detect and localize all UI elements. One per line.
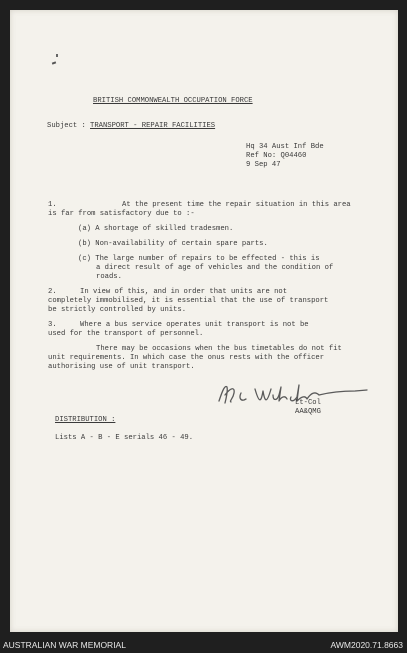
para-1-line: is far from satisfactory due to :- xyxy=(48,210,195,218)
para-4-line: authorising use of unit transport. xyxy=(48,363,195,371)
paper-mark xyxy=(56,54,58,57)
para-4-line: There may be occasions when the bus timetables do not fit xyxy=(96,345,342,353)
signatory-appointment: AA&QMG xyxy=(295,408,321,416)
para-3-number: 3. xyxy=(48,321,57,329)
hq-line: Hq 34 Aust Inf Bde xyxy=(246,143,324,151)
para-3-line: Where a bus service operates unit transport is not be xyxy=(80,321,309,329)
distribution-label: DISTRIBUTION : xyxy=(55,416,116,424)
subject-label: Subject : xyxy=(47,122,86,130)
ref-line: Ref No: Q04460 xyxy=(246,152,307,160)
para-3-line: used for the transport of personnel. xyxy=(48,330,204,338)
footer-bar xyxy=(0,637,407,653)
paper-mark xyxy=(52,61,56,64)
date-line: 9 Sep 47 xyxy=(246,161,281,169)
signatory-rank: Lt-Col xyxy=(295,399,321,407)
para-2-line: In view of this, and in order that units are not xyxy=(80,288,288,296)
para-2-line: be strictly controlled by units. xyxy=(48,306,187,314)
para-4-line: unit requirements. In which case the onus rests with the officer xyxy=(48,354,325,362)
distribution-text: Lists A - B - E serials 46 - 49. xyxy=(55,434,194,442)
subject-title: TRANSPORT - REPAIR FACILITIES xyxy=(90,122,216,130)
para-2-line: completely immobilised, it is essential that the use of transport xyxy=(48,297,329,305)
document-page xyxy=(10,10,398,632)
para-2-number: 2. xyxy=(48,288,57,296)
item-c: a direct result of age of vehicles and the condition of xyxy=(96,264,334,272)
item-c: roads. xyxy=(96,273,122,281)
footer-institution: AUSTRALIAN WAR MEMORIAL xyxy=(3,640,126,650)
footer-accession-number: AWM2020.71.8663 xyxy=(330,640,403,650)
item-a: (a) A shortage of skilled tradesmen. xyxy=(78,225,234,233)
item-b: (b) Non-availability of certain spare parts. xyxy=(78,240,268,248)
item-c: (c) The large number of repairs to be effected - this is xyxy=(78,255,320,263)
para-1-line: At the present time the repair situation in this area xyxy=(122,201,351,209)
para-1-number: 1. xyxy=(48,201,57,209)
document-heading: BRITISH COMMONWEALTH OCCUPATION FORCE xyxy=(93,97,253,105)
